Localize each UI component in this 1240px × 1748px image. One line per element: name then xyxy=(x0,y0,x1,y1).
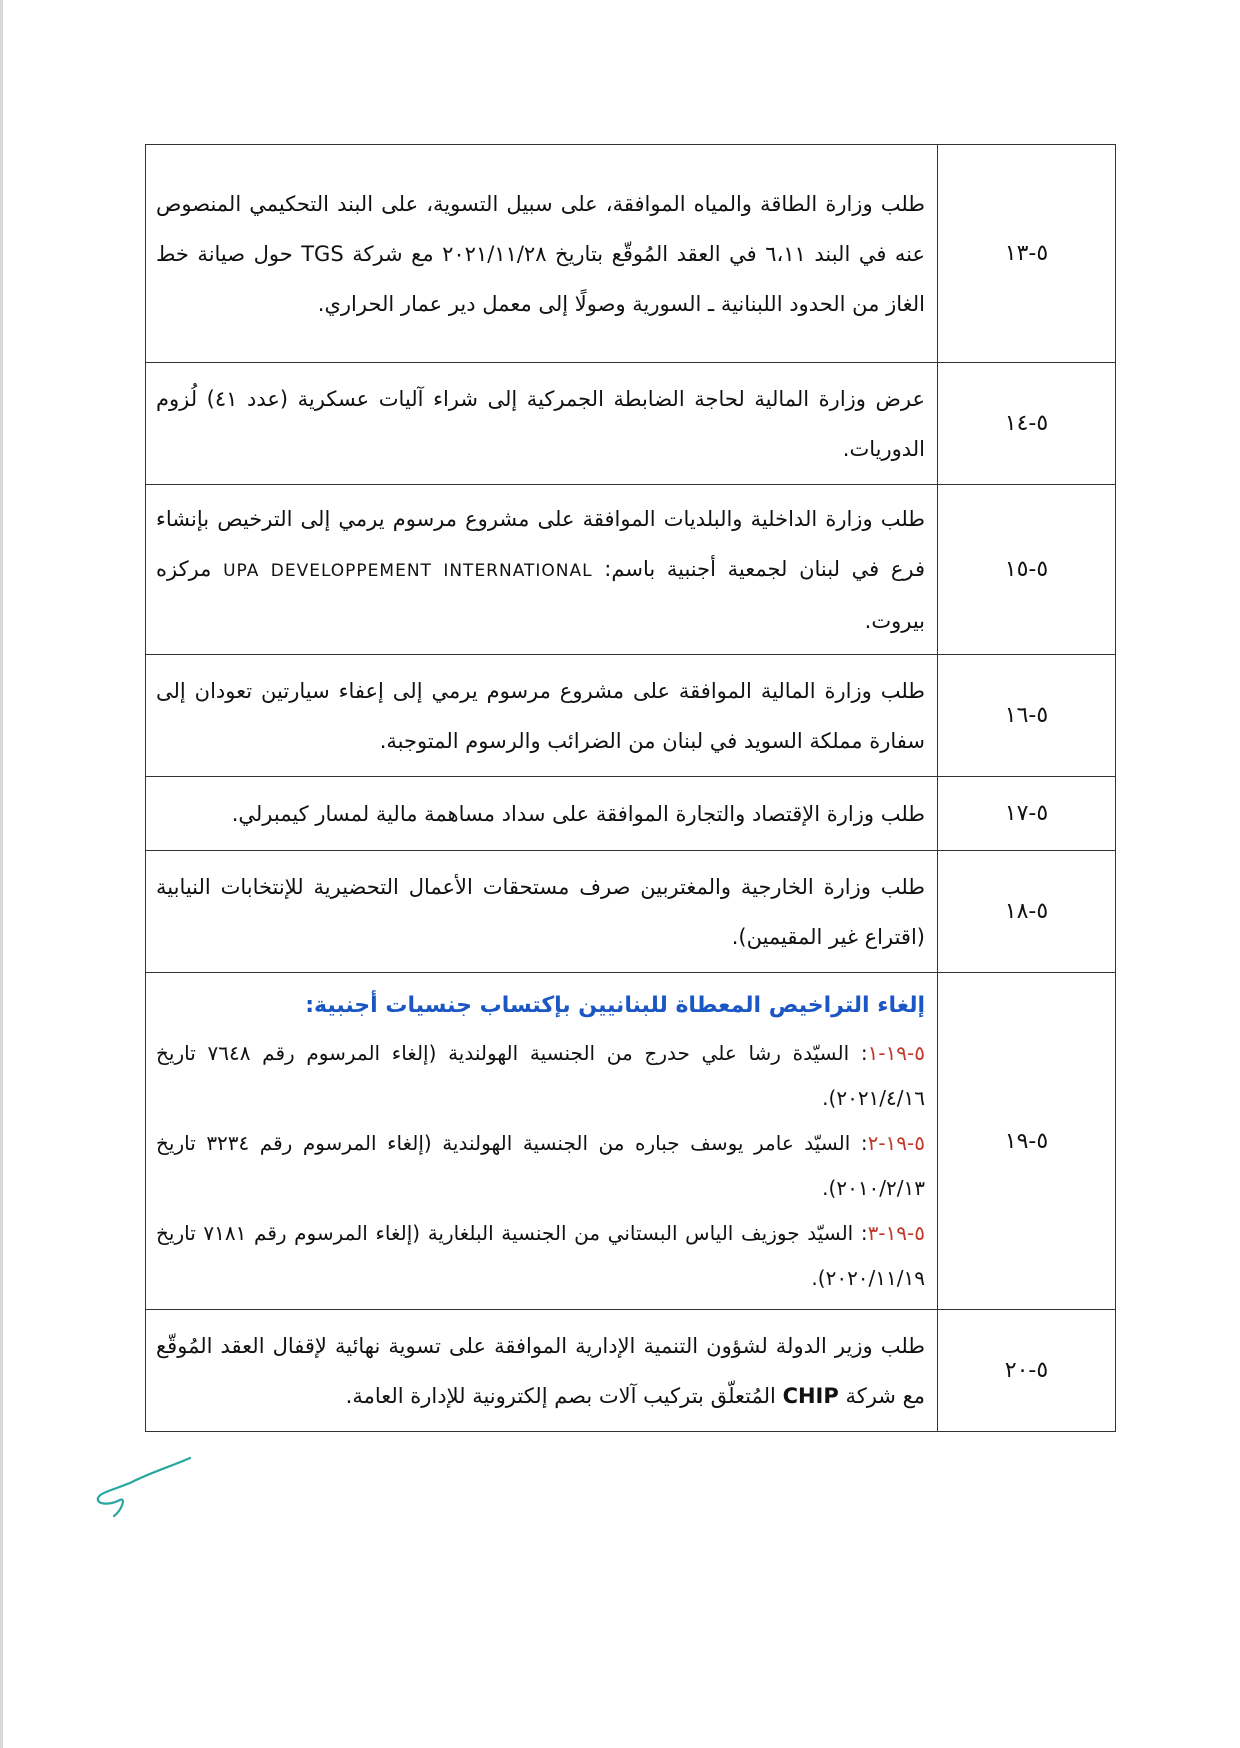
item-number: ٥-١٧ xyxy=(938,777,1116,851)
page-edge-shadow xyxy=(0,0,3,1748)
item-number: ٥-١٩ xyxy=(938,973,1116,1310)
item-text: طلب وزارة الطاقة والمياه الموافقة، على سبيل التسوية، على البند التحكيمي المنصوص عنه في البند ٦،١١ في العقد المُوقّع بتاريخ ٢٠٢١/١١/٢٨ مع شركة TGS حول صيانة خط الغاز من الحدود اللبنانية ـ السورية وصولًا إلى معمل دير عمار الحراري. xyxy=(146,145,938,363)
item-text xyxy=(146,485,938,655)
table-row xyxy=(146,655,1116,777)
table-row xyxy=(146,363,1116,485)
sub-item-text: : السيّدة رشا علي حدرج من الجنسية الهولندية (إلغاء المرسوم رقم ٧٦٤٨ تاريخ ٢٠٢١/٤/١٦). xyxy=(156,1041,925,1110)
agenda-table xyxy=(145,144,1116,1432)
item-text-part: مركزه بيروت. xyxy=(156,556,925,633)
item-number: ٥-١٥ xyxy=(938,485,1116,655)
item-text: طلب وزارة الإقتصاد والتجارة الموافقة على سداد مساهمة مالية لمسار كيمبرلي. xyxy=(146,777,938,851)
table-row xyxy=(146,145,1116,363)
sub-item xyxy=(156,1211,925,1301)
item-text xyxy=(146,1310,938,1432)
organization-name: UPA DEVELOPPEMENT INTERNATIONAL xyxy=(223,560,593,581)
table-row xyxy=(146,973,1116,1310)
table-row xyxy=(146,1310,1116,1432)
sub-item-code: ٥-١٩-٢ xyxy=(867,1131,925,1155)
item-text: طلب وزارة الخارجية والمغتربين صرف مستحقات الأعمال التحضيرية للإنتخابات النيابية (اقتراع غير المقيمين). xyxy=(146,851,938,973)
item-text-part: طلب وزارة الداخلية والبلديات الموافقة على مشروع مرسوم يرمي إلى الترخيص بإنشاء فرع في لبنان لجمعية أجنبية باسم: xyxy=(156,506,925,581)
item-number: ٥-١٤ xyxy=(938,363,1116,485)
sub-item-code: ٥-١٩-٣ xyxy=(867,1221,926,1245)
item-number: ٥-١٨ xyxy=(938,851,1116,973)
item-text-part: طلب وزير الدولة لشؤون التنمية الإدارية الموافقة على تسوية نهائية لإقفال العقد المُوقّع مع شركة xyxy=(156,1333,925,1408)
sub-item-text: : السيّد عامر يوسف جباره من الجنسية الهولندية (إلغاء المرسوم رقم ٣٢٣٤ تاريخ ٢٠١٠/٢/١٣). xyxy=(156,1131,925,1200)
table-row xyxy=(146,777,1116,851)
sub-item-text: : السيّد جوزيف الياس البستاني من الجنسية البلغارية (إلغاء المرسوم رقم ٧١٨١ تاريخ ٢٠٢٠/١١/١٩). xyxy=(156,1221,925,1290)
table-row xyxy=(146,485,1116,655)
item-number: ٥-١٣ xyxy=(938,145,1116,363)
item-text: عرض وزارة المالية لحاجة الضابطة الجمركية إلى شراء آليات عسكرية (عدد ٤١) لُزوم الدوريات. xyxy=(146,363,938,485)
item-number: ٥-١٦ xyxy=(938,655,1116,777)
company-name: CHIP xyxy=(782,1383,839,1408)
item-text-part: المُتعلّق بتركيب آلات بصم إلكترونية للإدارة العامة. xyxy=(345,1383,776,1408)
sub-item-code: ٥-١٩-١ xyxy=(867,1041,926,1065)
sub-item xyxy=(156,1031,925,1121)
item-text: طلب وزارة المالية الموافقة على مشروع مرسوم يرمي إلى إعفاء سيارتين تعودان إلى سفارة مملكة السويد في لبنان من الضرائب والرسوم المتوجبة. xyxy=(146,655,938,777)
item-text xyxy=(146,973,938,1310)
signature-mark xyxy=(92,1452,212,1522)
item-number: ٥-٢٠ xyxy=(938,1310,1116,1432)
section-subtitle: إلغاء التراخيص المعطاة للبنانيين بإكتساب جنسيات أجنبية: xyxy=(305,993,925,1018)
table-row xyxy=(146,851,1116,973)
sub-item xyxy=(156,1121,925,1211)
